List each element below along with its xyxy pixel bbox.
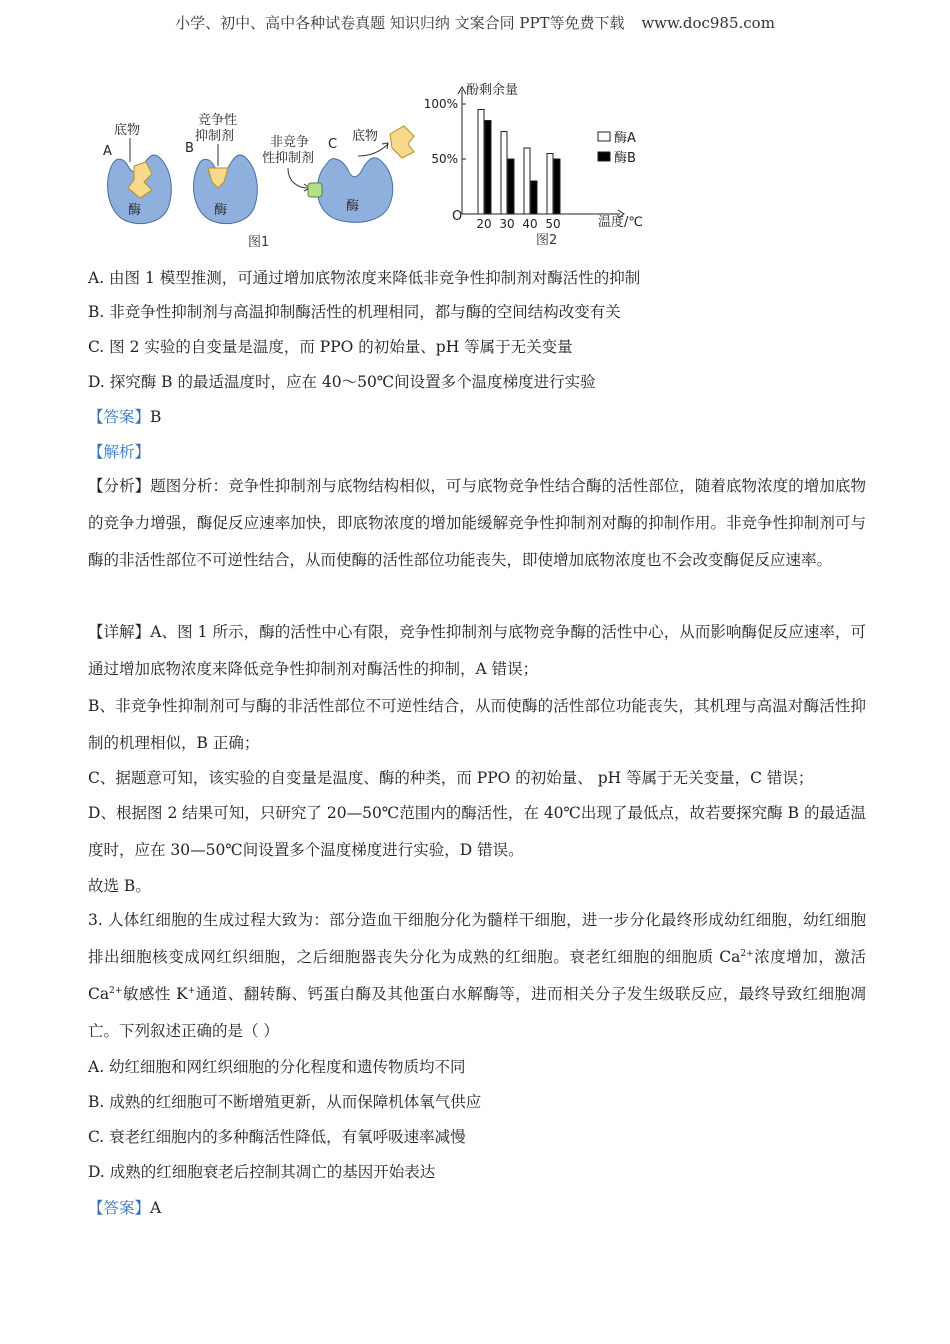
noncompetitive-inhibitor-shape [308,183,322,197]
label-competitive-2: 抑制剂 [195,129,235,144]
figure-1 [103,112,414,250]
chart-title: 酚剩余量 [466,83,519,98]
bar-enzyme-b-40 [531,181,537,214]
legend-swatch [598,152,610,161]
q3-answer [88,1198,161,1218]
q3-answer-value: A [150,1199,162,1217]
q3-sup2: 2+ [109,985,123,996]
page-header [0,12,950,33]
fenxi-text: 题图分析：竞争性抑制剂与底物结构相似，可与底物竞争性结合酶的活性部位，随着底物浓度的增加底物的竞争力增强，酶促反应速率加快，即底物浓度的增加能缓解竞争性抑制剂对酶的抑制作用。非竞争性抑制剂可与酶的非活性部位不可逆性结合，从而使酶的活性部位功能丧失，即使增加底物浓度也不会改变酶促反应速率。 [88,477,866,569]
fenxi-tag: 【分析】 [88,477,151,495]
answer-value: B [150,408,162,426]
x-tick-label: 30 [499,217,515,231]
q3-option-c: C. 衰老红细胞内的多种酶活性降低，有氧呼吸速率减慢 [88,1128,466,1146]
q3-stem-part1: 3. 人体红细胞的生成过程大致为：部分造血干细胞分化为髓样干细胞，进一步分化最终形成幼红细胞，幼红细胞排出细胞核变成网红织细胞，之后细胞器丧失分化为成熟的红细胞。衰老红细胞的细胞质 Ca [88,911,866,966]
bar-enzyme-a-20 [478,110,484,215]
legend-swatch [598,132,610,141]
label-a: A [103,144,112,159]
header-url[interactable]: www.doc985.com [641,14,775,32]
q2-fenxi [88,468,866,579]
legend-label: 酶B [614,151,636,166]
x-axis-label: 温度/℃ [598,215,643,230]
label-substrate-c: 底物 [352,129,379,144]
x-tick-label: 40 [522,217,538,231]
substrate-c-shape [390,126,414,158]
bar-enzyme-b-50 [554,159,560,214]
q3-option-d: D. 成熟的红细胞衰老后控制其凋亡的基因开始表达 [88,1163,436,1181]
label-noncompetitive-1: 非竞争 [270,135,310,150]
enzyme-b-label: 酶 [214,203,228,218]
q2-analysis-heading [88,442,150,462]
q2-conclusion: 故选 B。 [88,877,151,895]
q2-option-d: D. 探究酶 B 的最适温度时，应在 40～50℃间设置多个温度梯度进行实验 [88,373,596,391]
q2-answer [88,407,161,427]
answer-tag: 【答案】 [88,408,151,426]
bar-enzyme-a-50 [547,154,553,215]
q3-stem [88,902,866,1050]
xiangjie-a-text: A、图 1 所示，酶的活性中心有限，竞争性抑制剂与底物竞争酶的活性中心，从而影响酶促反应速率，可通过增加底物浓度来降低竞争性抑制剂对酶活性的抑制，A 错误； [88,623,866,678]
q3-stem-part2: 浓度增加，激活 Ca [88,948,866,1003]
figure-2-chart [424,83,643,248]
figure-area [90,70,670,260]
q2-option-b: B. 非竞争性抑制剂与高温抑制酶活性的机理相同，都与酶的空间结构改变有关 [88,303,621,321]
q2-xiangjie-b: B、非竞争性抑制剂可与酶的非活性部位不可逆性结合，从而使酶的活性部位功能丧失，其机理与高温对酶活性抑制的机理相似，B 正确； [88,697,866,752]
q2-option-a: A. 由图 1 模型推测，可通过增加底物浓度来降低非竞争性抑制剂对酶活性的抑制 [88,269,641,287]
q2-xiangjie-c: C、据题意可知，该实验的自变量是温度、酶的种类，而 PPO 的初始量、 pH 等属于无关变量，C 错误； [88,769,814,787]
label-noncompetitive-2: 性抑制剂 [262,151,315,166]
bar-enzyme-b-20 [485,121,491,215]
q2-xiangjie-a [88,614,866,688]
q3-option-a: A. 幼红细胞和网红织细胞的分化程度和遗传物质均不同 [88,1058,466,1076]
legend-label: 酶A [614,131,636,146]
enzyme-a-label: 酶 [128,203,142,218]
q3-sup1: 2+ [740,948,754,959]
xiangjie-tag: 【详解】 [88,623,151,641]
figure-2-caption: 图2 [536,233,558,248]
label-substrate-a: 底物 [114,123,141,138]
q2-xiangjie-d: D、根据图 2 结果可知，只研究了 20—50℃范围内的酶活性，在 40℃出现了最低点，故若要探究酶 B 的最适温度时，应在 30—50℃间设置多个温度梯度进行实验，D 错误。 [88,804,866,859]
header-text: 小学、初中、高中各种试卷真题 知识归纳 文案合同 PPT等免费下载 [175,14,625,32]
x-tick-label: 50 [545,217,561,231]
chart-origin: O [452,209,463,224]
q3-option-b: B. 成熟的红细胞可不断增殖更新，从而保障机体氧气供应 [88,1093,482,1111]
q3-sup3: + [187,985,196,996]
enzyme-c-label: 酶 [346,199,360,214]
analysis-tag: 【解析】 [88,443,151,461]
label-b: B [185,141,194,156]
label-c: C [328,137,338,152]
q2-option-c: C. 图 2 实验的自变量是温度，而 PPO 的初始量、pH 等属于无关变量 [88,338,573,356]
q3-stem-part4: 通道、翻转酶、钙蛋白酶及其他蛋白水解酶等，进而相关分子发生级联反应，最终导致红细胞凋亡。下列叙述正确的是（ ） [88,985,866,1040]
bar-enzyme-b-30 [508,159,514,214]
label-competitive-1: 竞争性 [198,113,238,128]
q3-stem-part3: 敏感性 K [122,985,188,1003]
y-tick-label: 50% [431,152,458,166]
bar-enzyme-a-40 [524,148,530,214]
y-tick-label: 100% [423,97,458,111]
figure-1-caption: 图1 [248,235,270,250]
x-tick-label: 20 [476,217,492,231]
bar-enzyme-a-30 [501,132,507,215]
q3-answer-tag: 【答案】 [88,1199,151,1217]
